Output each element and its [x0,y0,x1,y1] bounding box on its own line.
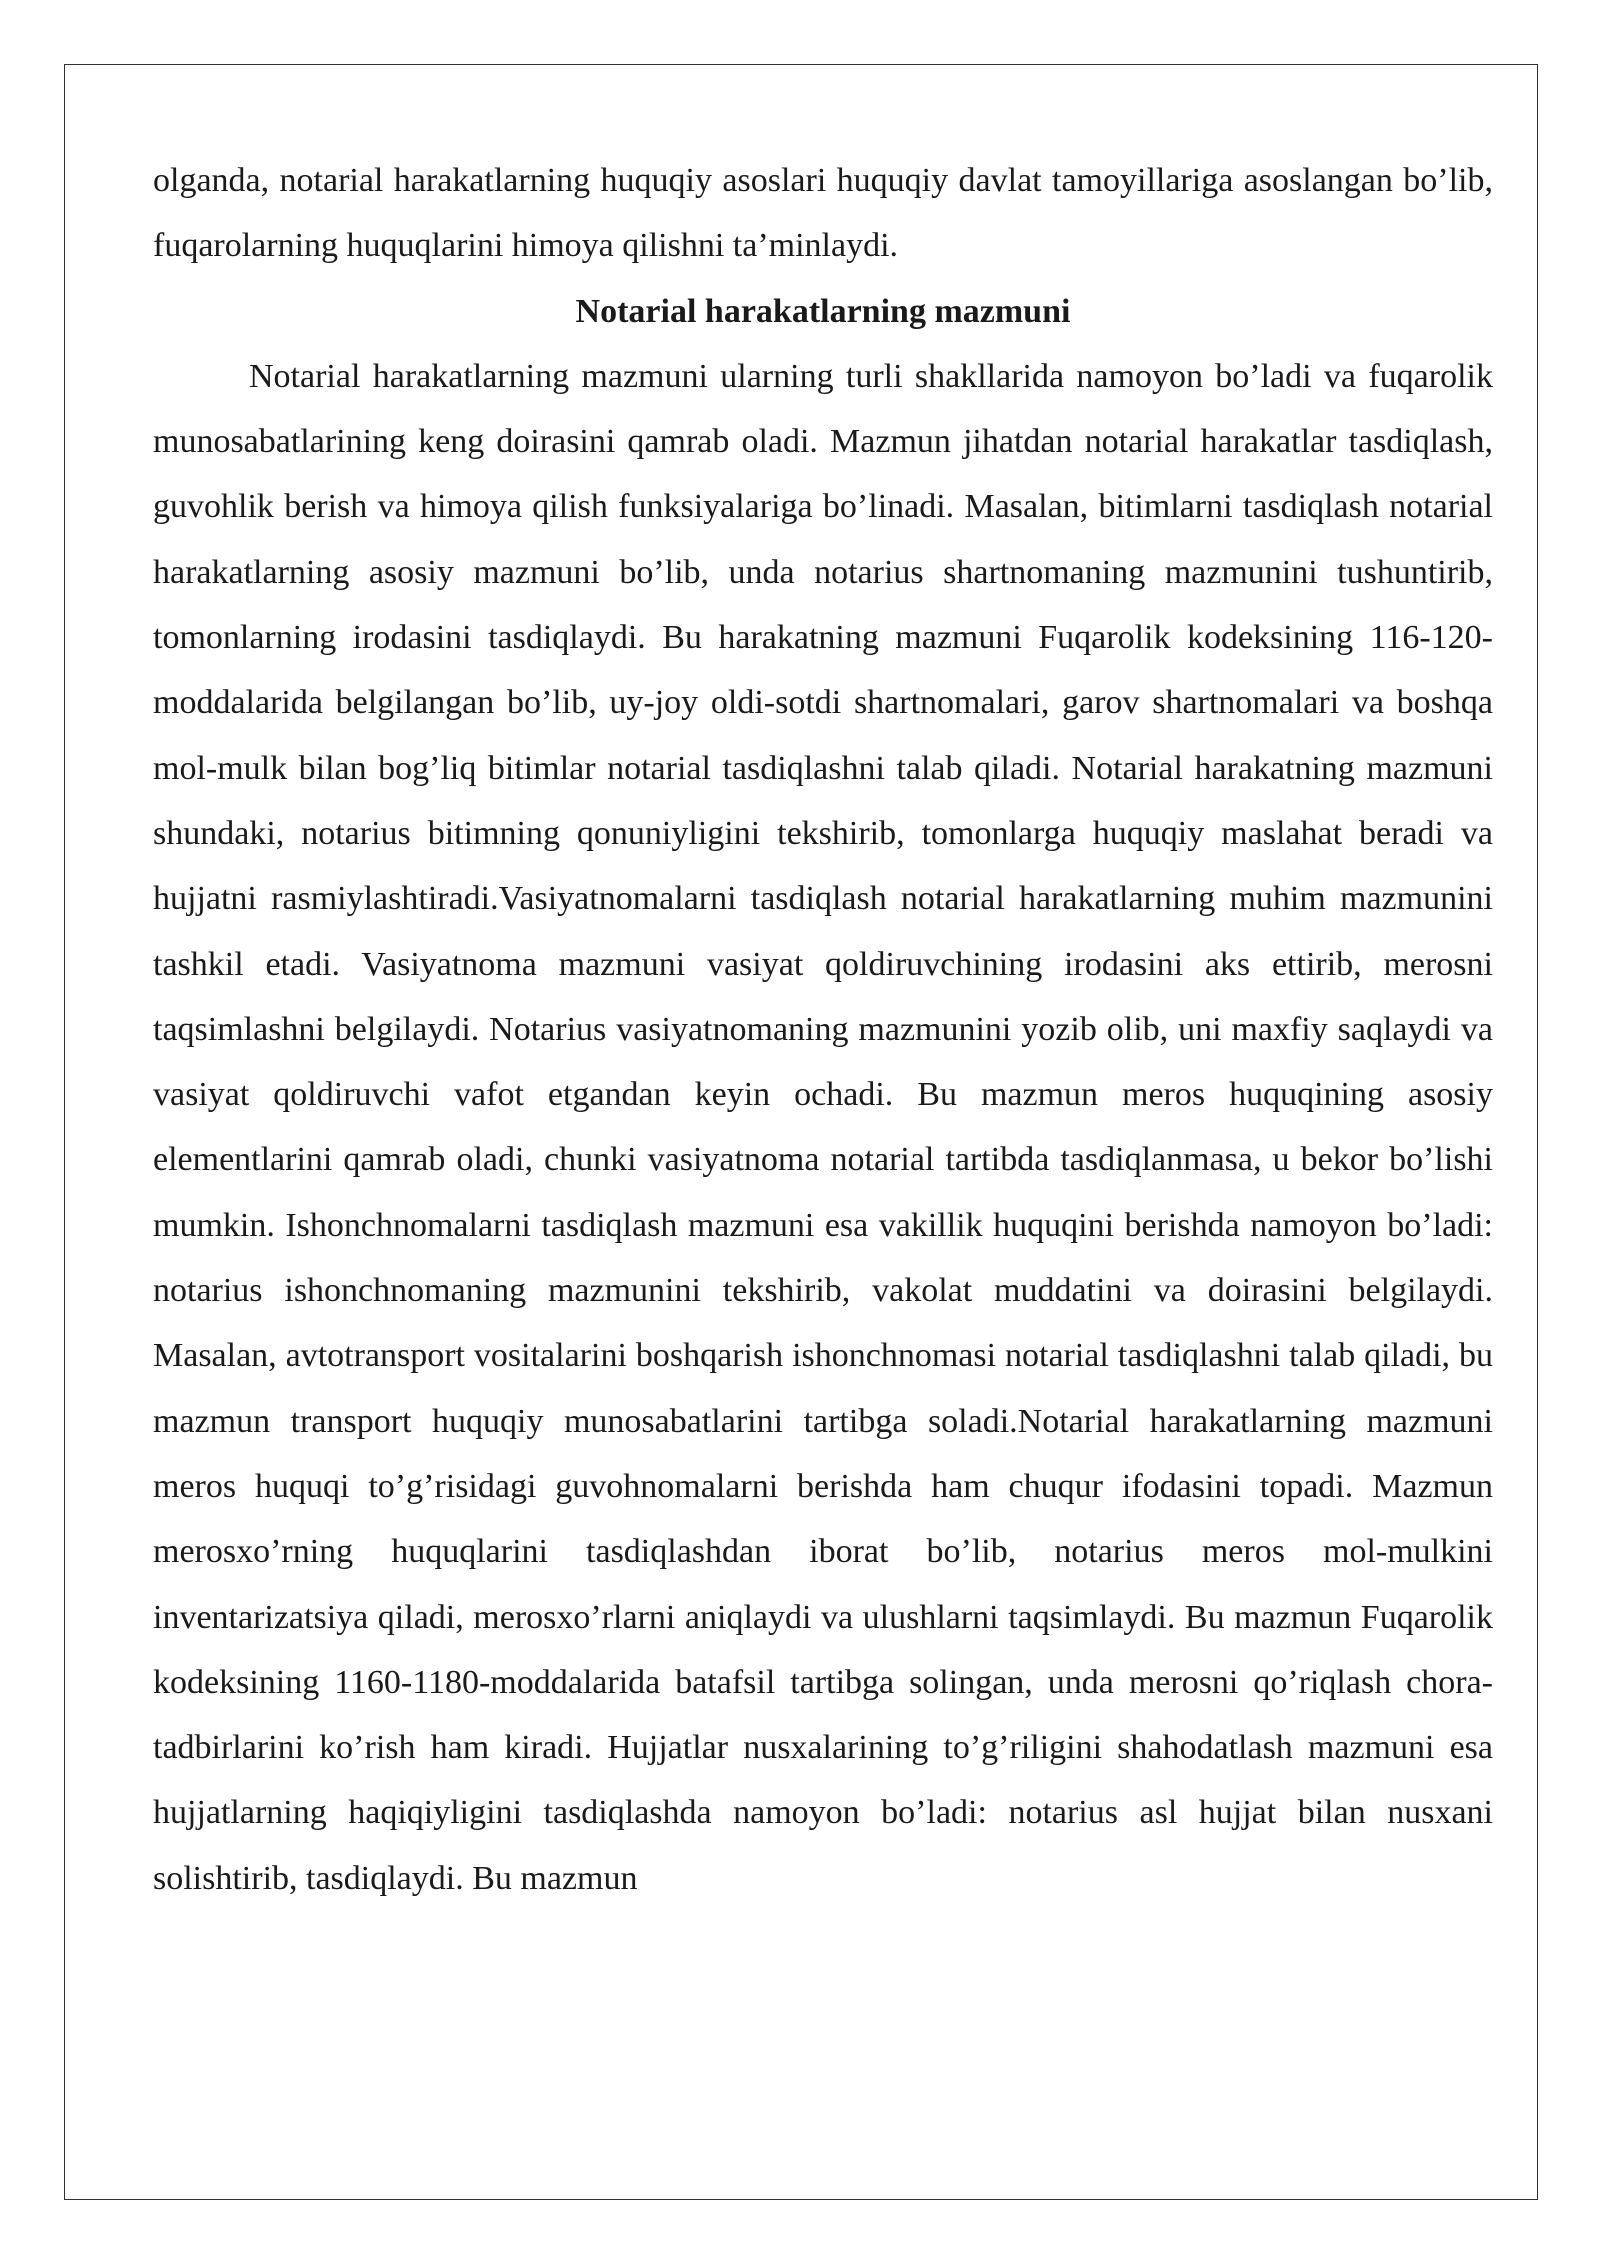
document-body [153,148,1493,1911]
body-paragraph: Notarial harakatlarning mazmuni ularning turli shakllarida namoyon bo’ladi va fuqarolik munosabatlarining keng doirasini qamrab oladi. Mazmun jihatdan notarial harakatlar tasdiqlash, guvohlik berish va himoya qilish funksiyalariga bo’linadi. Masalan, bitimlarni tasdiqlash notarial harakatlarning asosiy mazmuni bo’lib, unda notarius shartnomaning mazmunini tushuntirib, tomonlarning irodasini tasdiqlaydi. Bu harakatning mazmuni Fuqarolik kodeksining 116-120-moddalarida belgilangan bo’lib, uy-joy oldi-sotdi shartnomalari, garov shartnomalari va boshqa mol-mulk bilan bog’liq bitimlar notarial tasdiqlashni talab qiladi. Notarial harakatning mazmuni shundaki, notarius bitimning qonuniyligini tekshirib, tomonlarga huquqiy maslahat beradi va hujjatni rasmiylashtiradi.Vasiyatnomalarni tasdiqlash notarial harakatlarning muhim mazmunini tashkil etadi. Vasiyatnoma mazmuni vasiyat qoldiruvchining irodasini aks ettirib, merosni taqsimlashni belgilaydi. Notarius vasiyatnomaning mazmunini yozib olib, uni maxfiy saqlaydi va vasiyat qoldiruvchi vafot etgandan keyin ochadi. Bu mazmun meros huquqining asosiy elementlarini qamrab oladi, chunki vasiyatnoma notarial tartibda tasdiqlanmasa, u bekor bo’lishi mumkin. Ishonchnomalarni tasdiqlash mazmuni esa vakillik huquqini berishda namoyon bo’ladi: notarius ishonchnomaning mazmunini tekshirib, vakolat muddatini va doirasini belgilaydi. Masalan, avtotransport vositalarini boshqarish ishonchnomasi notarial tasdiqlashni talab qiladi, bu mazmun transport huquqiy munosabatlarini tartibga soladi.Notarial harakatlarning mazmuni meros huquqi to’g’risidagi guvohnomalarni berishda ham chuqur ifodasini topadi. Mazmun merosxo’rning huquqlarini tasdiqlashdan iborat bo’lib, notarius meros mol-mulkini inventarizatsiya qiladi, merosxo’rlarni aniqlaydi va ulushlarni taqsimlaydi. Bu mazmun Fuqarolik kodeksining 1160-1180-moddalarida batafsil tartibga solingan, unda merosni qo’riqlash chora-tadbirlarini ko’rish ham kiradi. Hujjatlar nusxalarining to’g’riligini shahodatlash mazmuni esa hujjatlarning haqiqiyligini tasdiqlashda namoyon bo’ladi: notarius asl hujjat bilan nusxani solishtirib, tasdiqlaydi. Bu mazmun [153,357,1493,1897]
section-heading: Notarial harakatlarning mazmuni [575,292,1071,330]
continuation-paragraph: olganda, notarial harakatlarning huquqiy asoslari huquqiy davlat tamoyillariga asoslangan bo’lib, fuqarolarning huquqlarini himoya qilishni ta’minlaydi. [153,162,1493,265]
